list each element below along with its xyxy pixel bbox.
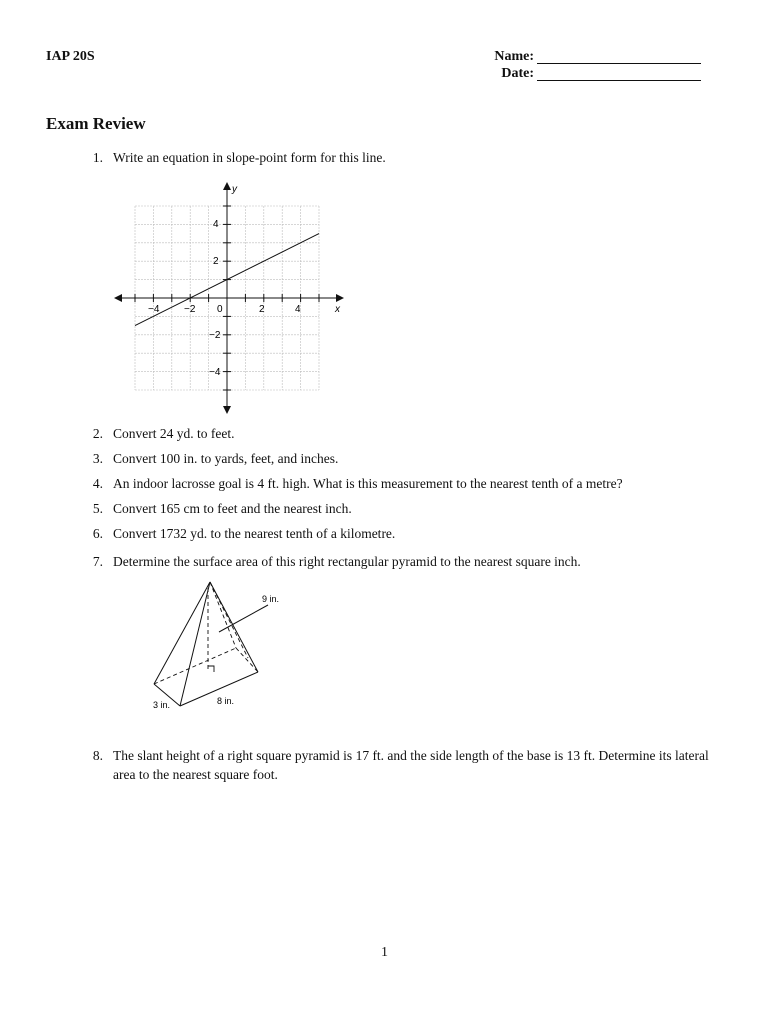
- question-number: 7.: [92, 554, 103, 569]
- y-tick-label: 4: [213, 219, 219, 230]
- question-text: Convert 165 cm to feet and the nearest inch.: [113, 501, 352, 516]
- pyramid-edge: [180, 582, 210, 706]
- base-width-label: 3 in.: [153, 700, 171, 710]
- question-text: An indoor lacrosse goal is 4 ft. high. What is this measurement to the nearest tenth of a metre?: [113, 476, 623, 491]
- x-tick-label: 2: [259, 304, 265, 315]
- course-code: IAP 20S: [46, 49, 95, 64]
- question-text: Convert 1732 yd. to the nearest tenth of a kilometre.: [113, 526, 396, 541]
- x-axis-label: x: [335, 304, 340, 315]
- question-text: Convert 100 in. to yards, feet, and inches.: [113, 451, 339, 466]
- date-line: [537, 80, 701, 81]
- page-number: 1: [381, 945, 388, 960]
- question-number: 8.: [92, 748, 103, 763]
- question-number: 6.: [92, 526, 103, 541]
- question-8: [87, 746, 727, 786]
- hidden-base-edge: [154, 648, 236, 684]
- question-text: The slant height of a right square pyramid is 17 ft. and the side length of the base is 13 ft. Determine its lateral: [113, 748, 709, 763]
- x-axis-right-arrow: [336, 294, 344, 302]
- question-text: Convert 24 yd. to feet.: [113, 426, 235, 441]
- question-text: Determine the surface area of this right rectangular pyramid to the nearest square inch.: [113, 554, 581, 569]
- x-tick-label: −2: [184, 304, 196, 315]
- name-label: Name:: [494, 49, 534, 64]
- slant-height-pointer: [219, 605, 268, 632]
- question-number: 4.: [92, 476, 103, 491]
- y-tick-label: −4: [209, 367, 221, 378]
- name-field: [494, 49, 707, 67]
- name-line: [537, 63, 701, 64]
- x-axis-left-arrow: [114, 294, 122, 302]
- date-field: [497, 66, 707, 84]
- right-angle-marker: [208, 666, 214, 672]
- date-label: Date:: [501, 66, 534, 81]
- coordinate-graph: [110, 178, 350, 418]
- base-length-label: 8 in.: [217, 696, 235, 706]
- question-text-continued: area to the nearest square foot.: [113, 767, 278, 782]
- question-number: 3.: [92, 451, 103, 466]
- question-number: 1.: [92, 150, 103, 165]
- pyramid-edge: [154, 582, 210, 684]
- y-axis-down-arrow: [223, 406, 231, 414]
- x-tick-label: −4: [148, 304, 160, 315]
- hidden-edge: [210, 582, 236, 648]
- x-tick-label: 4: [295, 304, 301, 315]
- slant-height-label: 9 in.: [262, 594, 280, 604]
- page-title: Exam Review: [46, 114, 146, 133]
- y-axis-up-arrow: [223, 182, 231, 190]
- question-number: 5.: [92, 501, 103, 516]
- x-tick-label: 0: [217, 304, 223, 315]
- y-axis-label: y: [232, 184, 237, 195]
- question-text: Write an equation in slope-point form for this line.: [113, 150, 386, 165]
- y-tick-label: −2: [209, 330, 221, 341]
- y-tick-label: 2: [213, 256, 219, 267]
- question-number: 2.: [92, 426, 103, 441]
- pyramid-diagram: [140, 578, 310, 713]
